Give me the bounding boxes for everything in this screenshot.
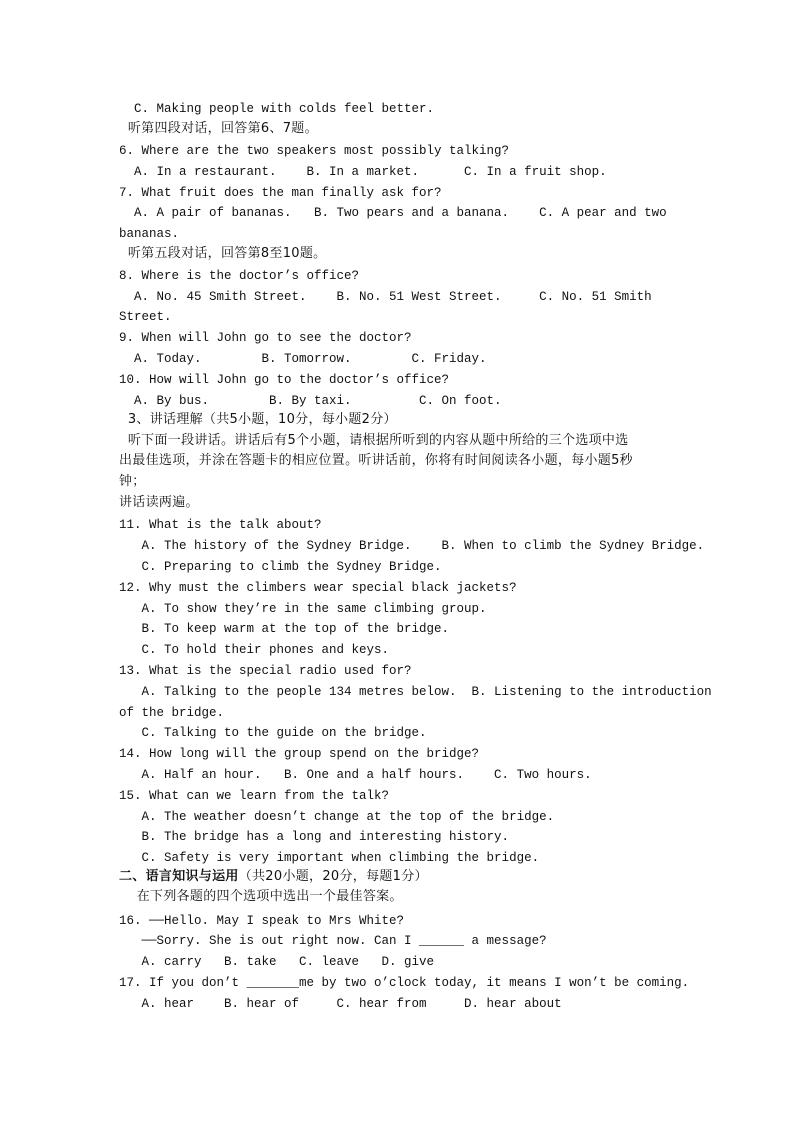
q13-option-c: C. Talking to the guide on the bridge.	[119, 726, 427, 740]
q13-options-ab: A. Talking to the people 134 metres below. B. Listening to the introduction	[119, 685, 712, 699]
q17-options: A. hear B. hear of C. hear from D. hear about	[119, 997, 562, 1011]
q10-stem: 10. How will John go to the doctor’s office?	[119, 373, 450, 387]
q8-options-continued: Street.	[119, 310, 172, 324]
q16-options: A. carry B. take C. leave D. give	[119, 955, 435, 969]
q9-options: A. Today. B. Tomorrow. C. Friday.	[119, 352, 487, 366]
q11-options-ab: A. The history of the Sydney Bridge. B. When to climb the Sydney Bridge.	[119, 539, 705, 553]
part-two-heading	[119, 869, 679, 885]
part-two-instruction: 在下列各题的四个选项中选出一个最佳答案。	[119, 889, 403, 904]
q6-options: A. In a restaurant. B. In a market. C. In a fruit shop.	[119, 165, 607, 179]
q13-options-ab-continued: of the bridge.	[119, 706, 225, 720]
q14-stem: 14. How long will the group spend on the bridge?	[119, 747, 480, 761]
q14-options: A. Half an hour. B. One and a half hours. C. Two hours.	[119, 768, 592, 782]
section-talk-heading: 3、讲话理解（共5小题，10分，每小题2分）	[119, 412, 397, 427]
q7-options: A. A pair of bananas. B. Two pears and a banana. C. A pear and two	[119, 206, 667, 220]
q10-options: A. By bus. B. By taxi. C. On foot.	[119, 394, 502, 408]
talk-instruction-line-1: 听下面一段讲话。讲话后有5个小题，请根据所听到的内容从题中所给的三个选项中选	[119, 433, 629, 448]
q11-stem: 11. What is the talk about?	[119, 518, 322, 532]
q15-option-c: C. Safety is very important when climbing the bridge.	[119, 851, 540, 865]
q6-stem: 6. Where are the two speakers most possibly talking?	[119, 144, 510, 158]
q15-option-a: A. The weather doesn’t change at the top of the bridge.	[119, 810, 555, 824]
talk-instruction-line-2: 出最佳选项，并涂在答题卡的相应位置。听讲话前，你将有时间阅读各小题，每小题5秒	[119, 453, 633, 468]
part-two-scoring: （共20小题，20分，每题1分）	[238, 869, 428, 884]
q15-stem: 15. What can we learn from the talk?	[119, 789, 390, 803]
q7-stem: 7. What fruit does the man finally ask for?	[119, 186, 442, 200]
q7-options-continued: bananas.	[119, 227, 180, 241]
section-dialogue-4-instruction: 听第四段对话，回答第6、7题。	[119, 121, 318, 136]
talk-read-twice: 讲话读两遍。	[119, 495, 199, 510]
q9-stem: 9. When will John go to see the doctor?	[119, 331, 412, 345]
q17-stem: 17. If you don’t _______me by two o’clock today, it means I won’t be coming.	[119, 976, 690, 990]
q5-option-c: C. Making people with colds feel better.	[119, 102, 435, 116]
q12-option-a: A. To show they’re in the same climbing group.	[119, 602, 487, 616]
q15-option-b: B. The bridge has a long and interesting history.	[119, 830, 510, 844]
q16-stem-continued: ──Sorry. She is out right now. Can I ______ a message?	[119, 934, 547, 948]
section-dialogue-5-instruction: 听第五段对话，回答第8至10题。	[119, 246, 327, 261]
q12-option-b: B. To keep warm at the top of the bridge.	[119, 622, 450, 636]
talk-instruction-line-3: 钟；	[119, 474, 146, 489]
q12-option-c: C. To hold their phones and keys.	[119, 643, 390, 657]
part-two-title: 二、语言知识与运用	[119, 869, 239, 884]
q16-stem: 16. ──Hello. May I speak to Mrs White?	[119, 914, 405, 928]
q11-option-c: C. Preparing to climb the Sydney Bridge.	[119, 560, 442, 574]
q12-stem: 12. Why must the climbers wear special black jackets?	[119, 581, 517, 595]
q13-stem: 13. What is the special radio used for?	[119, 664, 412, 678]
q8-options: A. No. 45 Smith Street. B. No. 51 West Street. C. No. 51 Smith	[119, 290, 652, 304]
q8-stem: 8. Where is the doctor’s office?	[119, 269, 360, 283]
